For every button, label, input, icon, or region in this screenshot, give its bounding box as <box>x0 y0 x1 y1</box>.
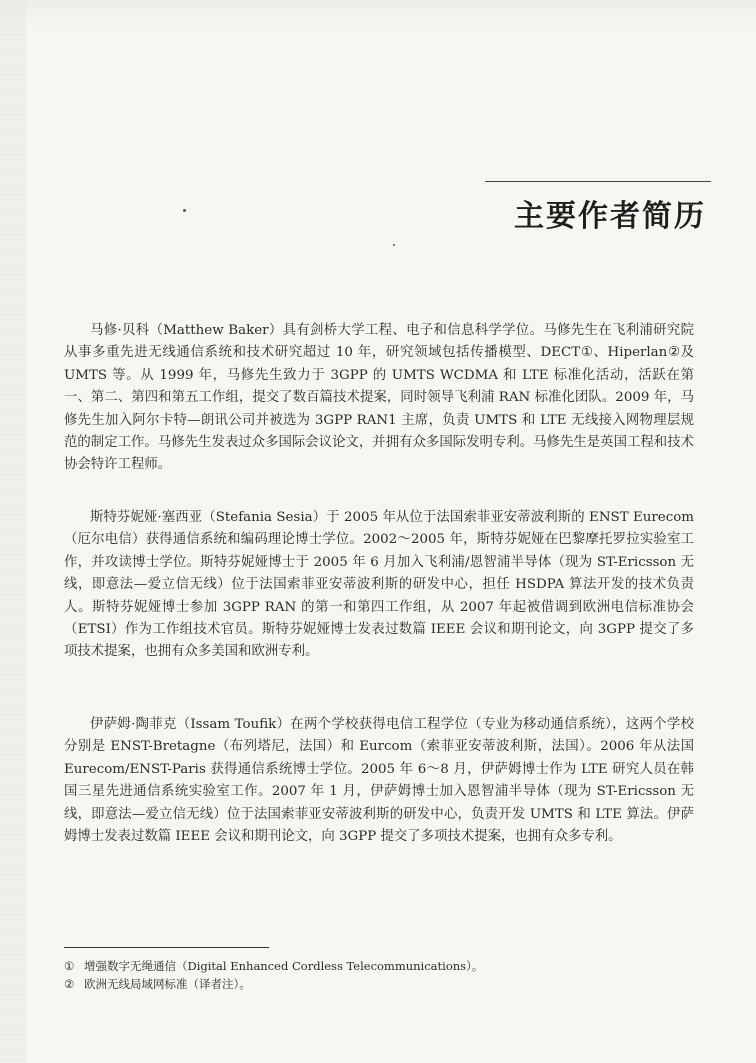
footnotes <box>64 957 704 993</box>
scan-edge-shadow <box>0 0 26 1063</box>
footnote-rule <box>64 947 269 948</box>
footnote-2 <box>64 975 704 993</box>
footnote-1-mark: ① <box>64 959 75 973</box>
bio-paragraph-toufik: 伊萨姆·陶菲克（Issam Toufik）在两个学校获得电信工程学位（专业为移动通信系统），这两个学校分别是 ENST-Bretagne（布列塔尼，法国）和 Eurcom（索菲亚安蒂波利斯，法国）。2006 年从法国 Eurecom/ENST-Paris 获得通信系统博士学位。2005 年 6～8 月，伊萨姆博士作为 LTE 研究人员在韩国三星先进通信系统实验室工作。2007 年 1 月，伊萨姆博士加入恩智浦半导体（现为 ST-Ericsson 无线，即意法—爱立信无线）位于法国索菲亚安蒂波利斯的研发中心，负责开发 UMTS 和 LTE 算法。伊萨姆博士发表过数篇 IEEE 会议和期刊论文，向 3GPP 提交了多项技术提案，也拥有众多专利。 <box>64 717 694 845</box>
page-title: 主要作者简历 <box>514 199 706 234</box>
footnote-2-text: 欧洲无线局域网标准（译者注）。 <box>84 977 251 991</box>
bio-paragraph-baker: 马修·贝科（Matthew Baker）具有剑桥大学工程、电子和信息科学学位。马修先生在飞利浦研究院从事多重先进无线通信系统和技术研究超过 10 年，研究领域包括传播模型、DECT①、Hiperlan②及 UMTS 等。从 1999 年，马修先生致力于 3GPP 的 UMTS WCDMA 和 LTE 标准化活动，活跃在第一、第二、第四和第五工作组，提交了数百篇技术提案，同时领导飞利浦 RAN 标准化团队。2009 年，马修先生加入阿尔卡特—朗讯公司并被选为 3GPP RAN1 主席，负责 UMTS 和 LTE 无线接入网物理层规范的制定工作。马修先生发表过众多国际会议论文，并拥有众多国际发明专利。马修先生是英国工程和技术协会特许工程师。 <box>64 323 694 473</box>
footnote-1 <box>64 957 704 975</box>
title-rule <box>485 181 711 182</box>
scan-speck <box>393 244 395 246</box>
scan-top-shadow <box>0 0 756 30</box>
bio-paragraph-sesia: 斯特芬妮娅·塞西亚（Stefania Sesia）于 2005 年从位于法国索菲亚安蒂波利斯的 ENST Eurecom（厄尔电信）获得通信系统和编码理论博士学位。2002～2005 年，斯特芬妮娅在巴黎摩托罗拉实验室工作，并攻读博士学位。斯特芬妮娅博士于 2005 年 6 月加入飞利浦/恩智浦半导体（现为 ST-Ericsson 无线，即意法—爱立信无线）位于法国索菲亚安蒂波利斯的研发中心，担任 HSDPA 算法开发的技术负责人。斯特芬妮娅博士参加 3GPP RAN 的第一和第四工作组，从 2007 年起被借调到欧洲电信标准协会（ETSI）作为工作组技术官员。斯特芬妮娅博士发表过数篇 IEEE 会议和期刊论文，向 3GPP 提交了多项技术提案，也拥有众多美国和欧洲专利。 <box>64 510 694 660</box>
footnote-1-text: 增强数字无绳通信（Digital Enhanced Cordless Telecommunications）。 <box>84 959 484 973</box>
scan-speck <box>183 209 186 212</box>
footnote-2-mark: ② <box>64 977 75 991</box>
